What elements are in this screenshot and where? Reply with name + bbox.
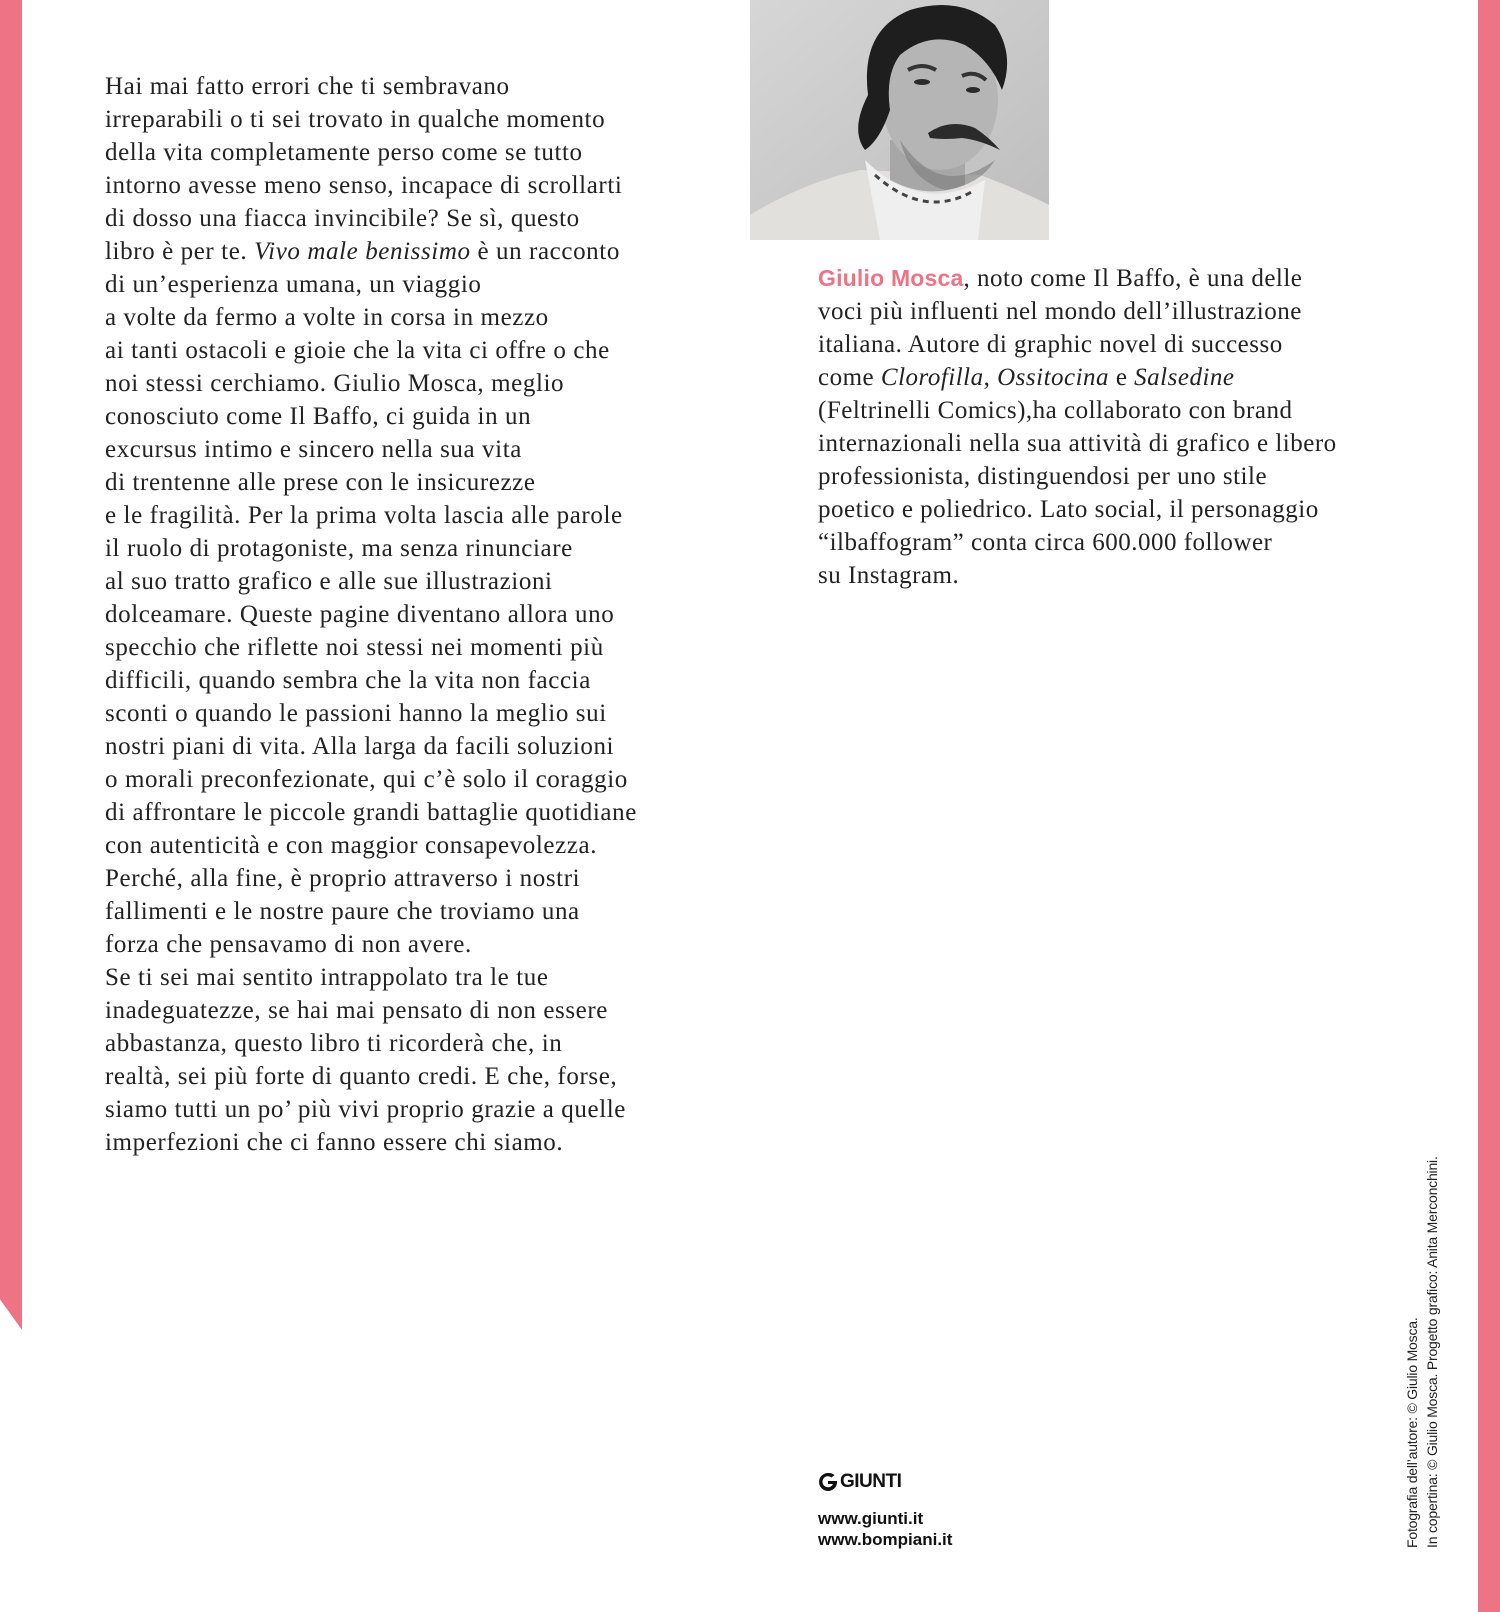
bio-text: , noto come Il Baffo, è una delle xyxy=(963,265,1303,292)
blurb-line: forza che pensavamo di non avere. xyxy=(105,931,472,958)
book-title: Vivo male benissimo xyxy=(254,238,471,265)
publisher-name: GIUNTI xyxy=(840,1471,902,1492)
bio-line: internazionali nella sua attività di grafico e libero xyxy=(818,430,1337,457)
blurb-line: di dosso una fiacca invincibile? Se sì, questo xyxy=(105,205,580,232)
blurb-line: a volte da fermo a volte in corsa in mezzo xyxy=(105,304,549,331)
blurb-line: dolceamare. Queste pagine diventano allora uno xyxy=(105,601,615,628)
bio-text: come xyxy=(818,364,881,391)
bio-line: professionista, distinguendosi per uno stile xyxy=(818,463,1268,490)
blurb-line: di un’esperienza umana, un viaggio xyxy=(105,271,482,298)
blurb-line: specchio che riflette noi stessi nei momenti più xyxy=(105,634,604,661)
blurb-text: libro è per te. xyxy=(105,238,255,265)
right-accent-bar xyxy=(1478,0,1500,1612)
book-blurb xyxy=(105,70,725,1159)
blurb-line: difficili, quando sembra che la vita non faccia xyxy=(105,667,591,694)
blurb-line: excursus intimo e sincero nella sua vita xyxy=(105,436,522,463)
credit-photo: Fotografia dell’autore: © Giulio Mosca. xyxy=(1404,1317,1420,1548)
author-name: Giulio Mosca xyxy=(818,265,964,291)
book-title-salsedine: Salsedine xyxy=(1134,364,1235,391)
book-title-ossitocina: Ossitocina xyxy=(997,364,1110,391)
author-photo xyxy=(750,0,1049,240)
portrait-illustration xyxy=(750,0,1049,240)
blurb-line: Hai mai fatto errori che ti sembravano xyxy=(105,73,510,100)
blurb-line: Perché, alla fine, è proprio attraverso i nostri xyxy=(105,865,581,892)
blurb-line: e le fragilità. Per la prima volta lascia alle parole xyxy=(105,502,623,529)
blurb-line: irreparabili o ti sei trovato in qualche momento xyxy=(105,106,606,133)
bio-line: poetico e poliedrico. Lato social, il personaggio xyxy=(818,496,1319,523)
blurb-line: della vita completamente perso come se tutto xyxy=(105,139,583,166)
blurb-line: ai tanti ostacoli e gioie che la vita ci offre o che xyxy=(105,337,610,364)
blurb-line: sconti o quando le passioni hanno la meglio sui xyxy=(105,700,607,727)
blurb-line: inadeguatezze, se hai mai pensato di non essere xyxy=(105,997,609,1024)
blurb-line: il ruolo di protagoniste, ma senza rinunciare xyxy=(105,535,573,562)
bio-line: italiana. Autore di graphic novel di successo xyxy=(818,331,1283,358)
blurb-line-with-title xyxy=(105,235,725,268)
publisher-logo xyxy=(818,1470,952,1494)
bio-line: “ilbaffogram” conta circa 600.000 follower xyxy=(818,529,1273,556)
left-accent-bar xyxy=(0,0,22,1330)
author-bio xyxy=(818,262,1418,592)
bio-line: voci più influenti nel mondo dell’illustrazione xyxy=(818,298,1302,325)
blurb-line: di affrontare le piccole grandi battaglie quotidiane xyxy=(105,799,637,826)
publisher-links xyxy=(818,1508,952,1550)
bio-line: (Feltrinelli Comics),ha collaborato con brand xyxy=(818,397,1293,424)
blurb-line: intorno avesse meno senso, incapace di scrollarti xyxy=(105,172,623,199)
credit-cover: In copertina: © Giulio Mosca. Progetto grafico: Anita Merconchini. xyxy=(1424,1156,1440,1548)
blurb-line: realtà, sei più forte di quanto credi. E che, forse, xyxy=(105,1063,618,1090)
link-giunti[interactable]: www.giunti.it xyxy=(818,1509,924,1528)
blurb-line: con autenticità e con maggior consapevolezza. xyxy=(105,832,598,859)
link-bompiani[interactable]: www.bompiani.it xyxy=(818,1530,953,1549)
blurb-line: o morali preconfezionate, qui c’è solo il coraggio xyxy=(105,766,628,793)
blurb-text: è un racconto xyxy=(470,238,620,265)
blurb-line: di trentenne alle prese con le insicurezze xyxy=(105,469,536,496)
bio-text: e xyxy=(1109,364,1135,391)
blurb-line: fallimenti e le nostre paure che troviamo una xyxy=(105,898,580,925)
bio-line-with-titles xyxy=(818,361,1418,394)
blurb-line: imperfezioni che ci fanno essere chi siamo. xyxy=(105,1129,564,1156)
giunti-g-icon xyxy=(818,1472,838,1492)
book-title-clorofilla: Clorofilla xyxy=(880,364,984,391)
blurb-line: abbastanza, questo libro ti ricorderà che, in xyxy=(105,1030,563,1057)
blurb-line: siamo tutti un po’ più vivi proprio grazie a quelle xyxy=(105,1096,626,1123)
blurb-line: al suo tratto grafico e alle sue illustrazioni xyxy=(105,568,553,595)
bio-line xyxy=(818,262,1418,295)
image-credits xyxy=(1402,1156,1442,1548)
bio-line: su Instagram. xyxy=(818,562,960,589)
publisher-block xyxy=(818,1470,952,1550)
blurb-line: conosciuto come Il Baffo, ci guida in un xyxy=(105,403,532,430)
bio-text: , xyxy=(983,364,998,391)
blurb-line: nostri piani di vita. Alla larga da facili soluzioni xyxy=(105,733,615,760)
blurb-line: Se ti sei mai sentito intrappolato tra le tue xyxy=(105,964,549,991)
blurb-line: noi stessi cerchiamo. Giulio Mosca, meglio xyxy=(105,370,565,397)
